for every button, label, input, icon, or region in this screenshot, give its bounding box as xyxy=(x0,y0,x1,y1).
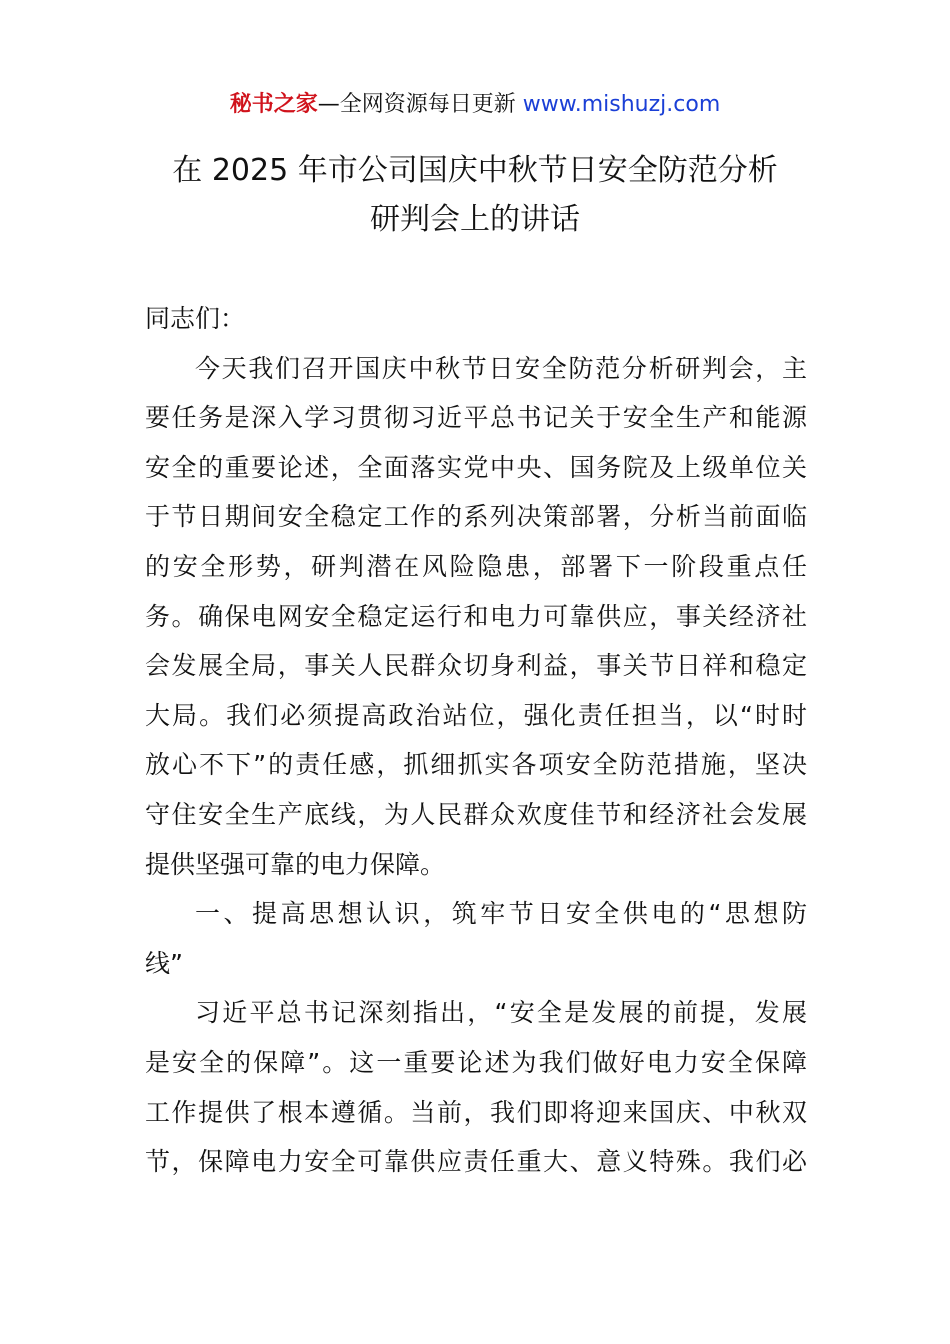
header-slogan: —全网资源每日更新 xyxy=(317,92,523,117)
site-header xyxy=(0,88,950,122)
text-line: 安全的重要论述，全面落实党中央、国务院及上级单位关 xyxy=(145,452,807,482)
title-line-2: 研判会上的讲话 xyxy=(370,202,580,237)
text-line: 是安全的保障”。这一重要论述为我们做好电力安全保障 xyxy=(145,1047,807,1077)
site-url-link[interactable]: www.mishuzj.com xyxy=(522,92,721,117)
heading-line: 线” xyxy=(145,948,183,978)
text-line: 于节日期间安全稳定工作的系列决策部署，分析当前面临 xyxy=(145,502,807,532)
text-line: 的安全形势，研判潜在风险隐患，部署下一阶段重点任 xyxy=(145,551,807,581)
text-line: 习近平总书记深刻指出，“安全是发展的前提，发展 xyxy=(195,998,807,1028)
text-line: 节，保障电力安全可靠供应责任重大、意义特殊。我们必 xyxy=(145,1147,807,1177)
text-line: 提供坚强可靠的电力保障。 xyxy=(145,849,446,879)
text-line: 务。确保电网安全稳定运行和电力可靠供应，事关经济社 xyxy=(145,601,807,631)
section-heading-1 xyxy=(145,889,807,988)
text-line: 今天我们召开国庆中秋节日安全防范分析研判会，主 xyxy=(195,353,807,383)
text-line: 放心不下”的责任感，抓细抓实各项安全防范措施，坚决 xyxy=(145,750,807,780)
text-line: 大局。我们必须提高政治站位，强化责任担当，以“时时 xyxy=(145,700,807,730)
text-line: 工作提供了根本遵循。当前，我们即将迎来国庆、中秋双 xyxy=(145,1097,807,1127)
paragraph-intro xyxy=(145,344,807,890)
document-title xyxy=(120,146,830,244)
brand-name: 秘书之家 xyxy=(229,92,318,117)
salutation: 同志们： xyxy=(145,304,246,333)
paragraph-section-1 xyxy=(145,988,807,1186)
title-line-1: 在 2025 年市公司国庆中秋节日安全防范分析 xyxy=(172,153,778,188)
heading-line: 一、提高思想认识，筑牢节日安全供电的“思想防 xyxy=(195,899,807,929)
text-line: 守住安全生产底线，为人民群众欢度佳节和经济社会发展 xyxy=(145,799,807,829)
text-line: 要任务是深入学习贯彻习近平总书记关于安全生产和能源 xyxy=(145,403,807,433)
document-body xyxy=(145,294,807,1187)
text-line: 会发展全局，事关人民群众切身利益，事关节日祥和稳定 xyxy=(145,651,807,681)
